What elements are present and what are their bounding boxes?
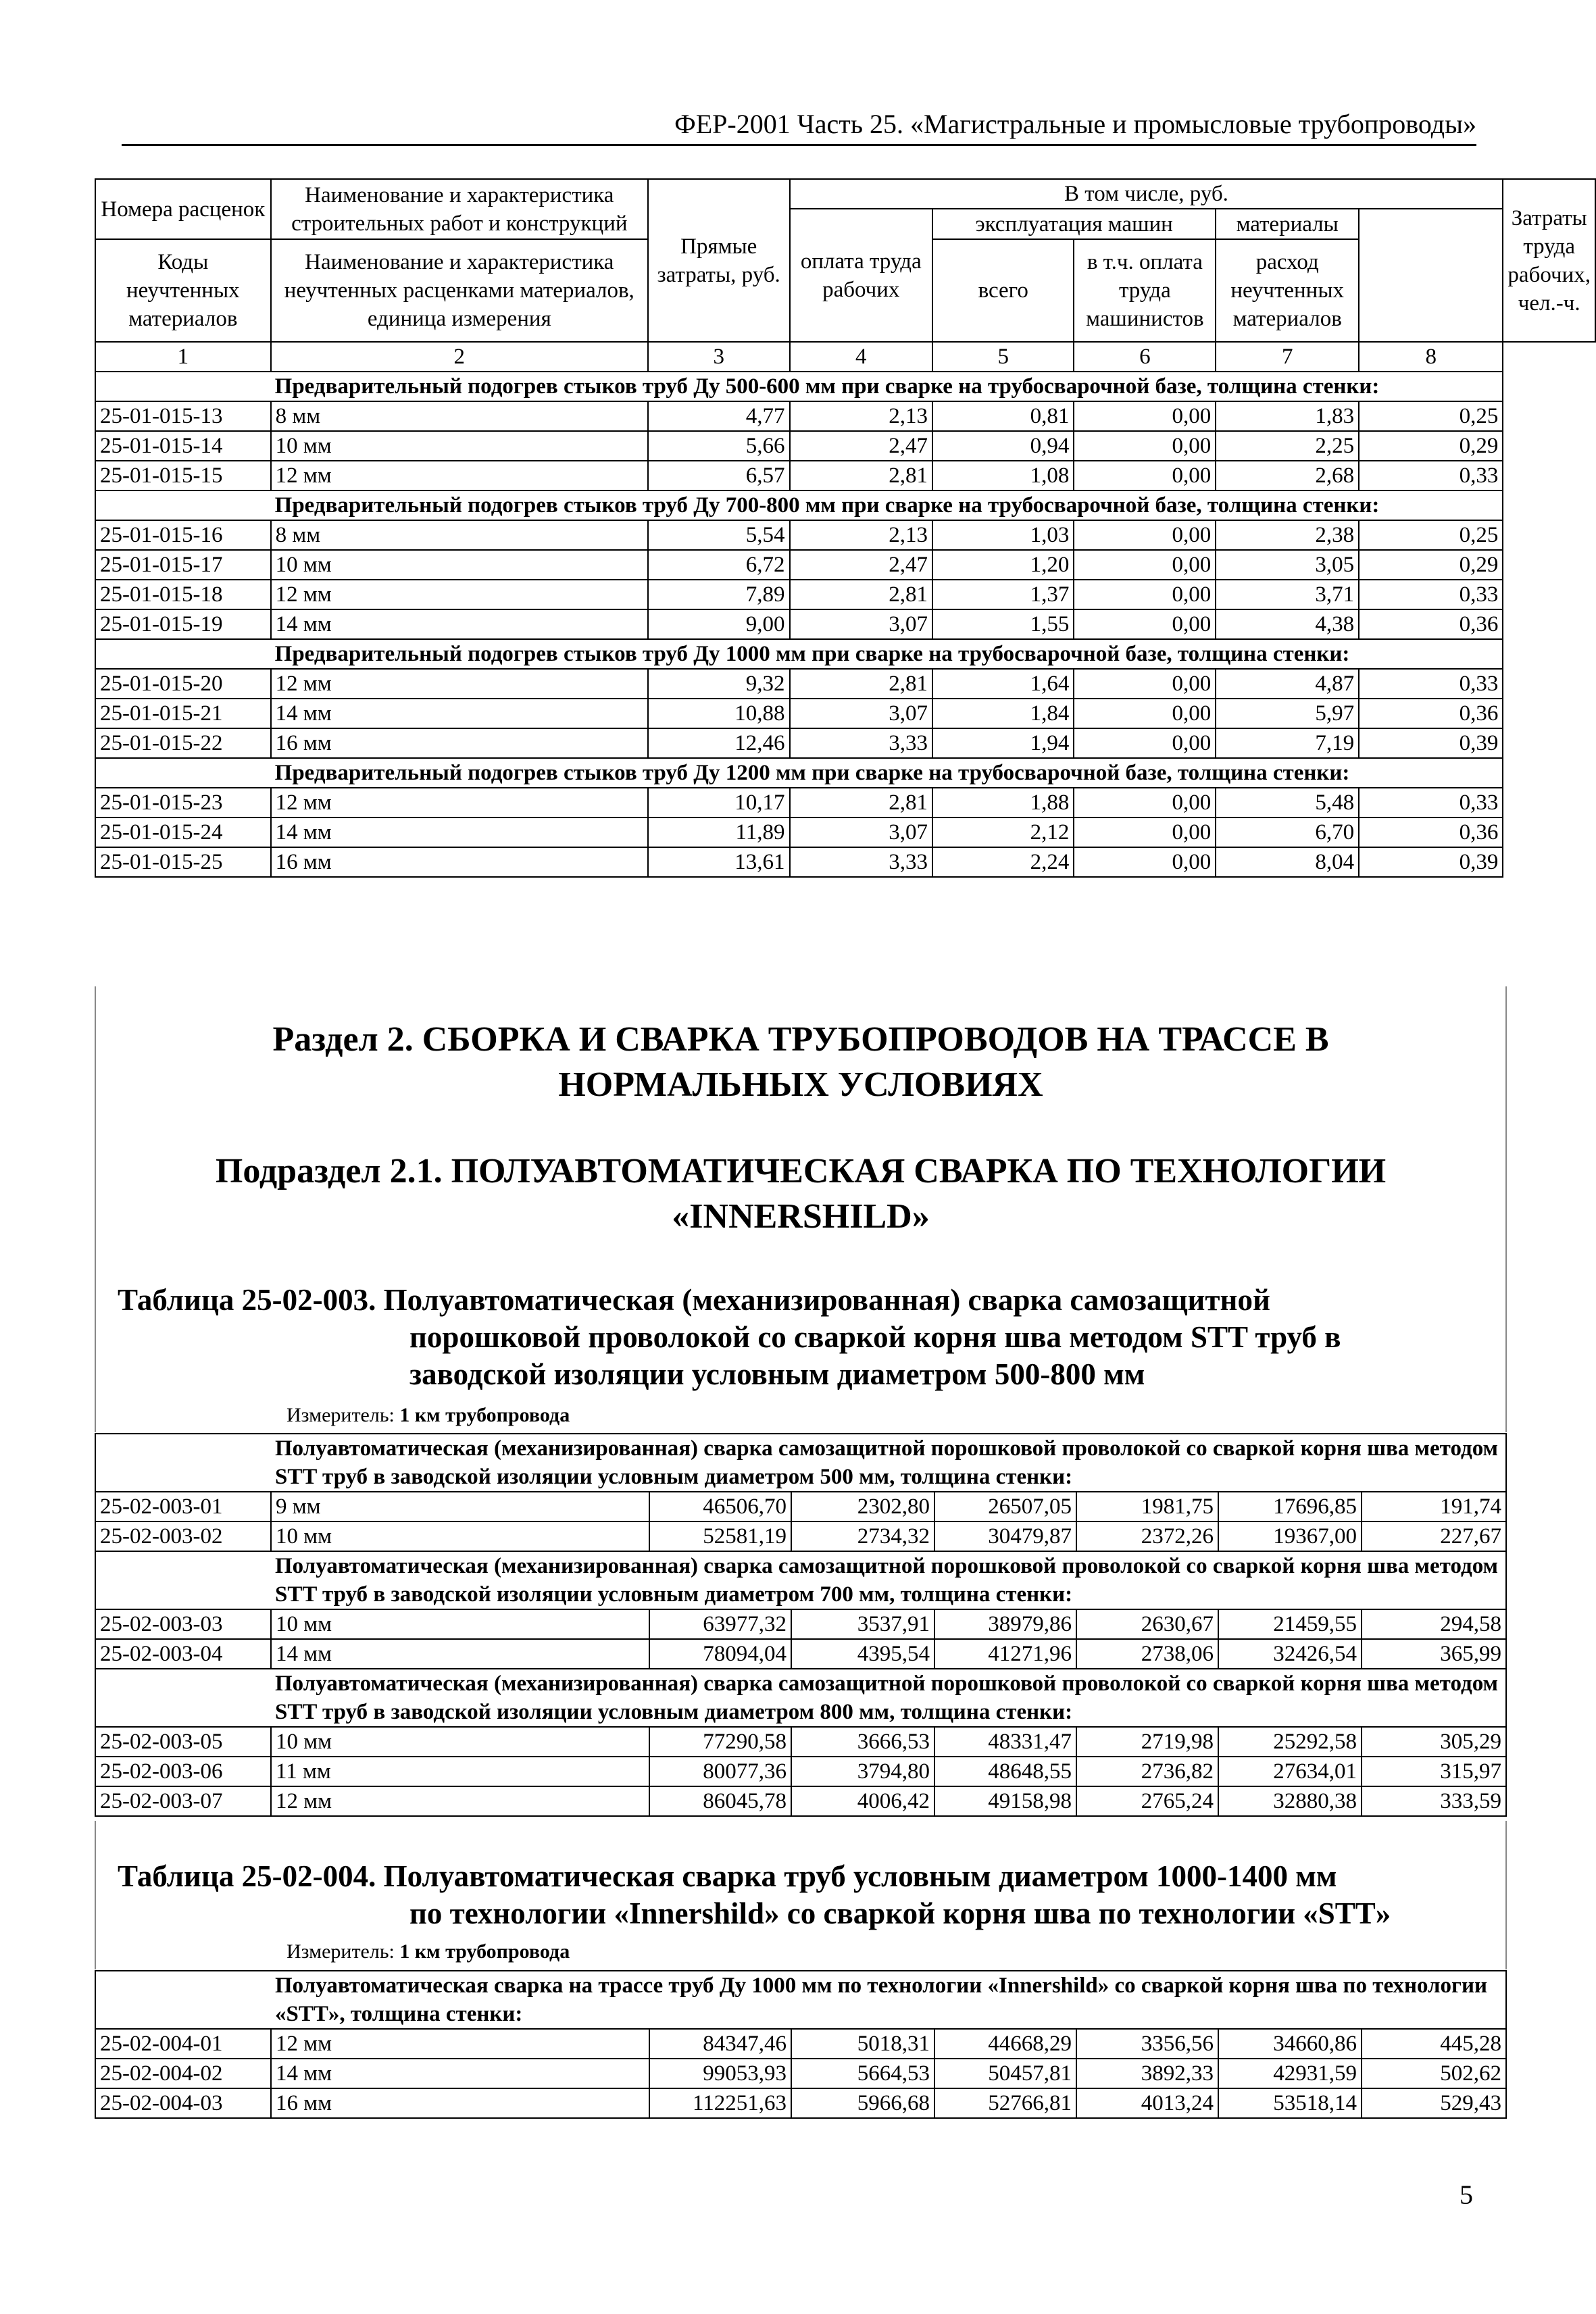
value-direct-costs: 9,00 bbox=[648, 609, 790, 639]
page-number: 5 bbox=[1460, 2180, 1473, 2210]
group-header-title: Предварительный подогрев стыков труб Ду 1000 мм при сварке на трубосварочной базе, толщина стенки: bbox=[271, 639, 1503, 669]
value-machines-total: 1,37 bbox=[932, 580, 1074, 609]
value-materials: 34660,86 bbox=[1218, 2029, 1362, 2059]
table-row bbox=[95, 2029, 1506, 2059]
group-header-title: Полуавтоматическая (механизированная) сварка самозащитной порошковой проволокой со сваркой корня шва методом STT труб в заводской изоляции условным диаметром 800 мм, толщина стенки: bbox=[271, 1669, 1506, 1727]
value-worker-pay: 3,07 bbox=[790, 609, 933, 639]
table-row bbox=[95, 520, 1595, 550]
value-labor-hours: 0,39 bbox=[1359, 728, 1503, 758]
value-operator-pay: 3356,56 bbox=[1076, 2029, 1218, 2059]
page-frame-left bbox=[95, 986, 96, 1432]
value-operator-pay: 0,00 bbox=[1074, 728, 1216, 758]
value-materials: 4,38 bbox=[1216, 609, 1359, 639]
header-rule bbox=[122, 144, 1476, 146]
header-material-consumption: расход неучтенных материалов bbox=[1216, 239, 1359, 342]
value-machines-total: 1,03 bbox=[932, 520, 1074, 550]
value-materials: 2,68 bbox=[1216, 461, 1359, 491]
value-materials: 6,70 bbox=[1216, 818, 1359, 847]
value-materials: 42931,59 bbox=[1218, 2059, 1362, 2088]
value-materials: 5,48 bbox=[1216, 788, 1359, 818]
group-header-title: Полуавтоматическая (механизированная) сварка самозащитной порошковой проволокой со сваркой корня шва методом STT труб в заводской изоляции условным диаметром 700 мм, толщина стенки: bbox=[271, 1551, 1506, 1609]
table-row bbox=[95, 1521, 1506, 1551]
value-direct-costs: 10,17 bbox=[648, 788, 790, 818]
value-worker-pay: 3,33 bbox=[790, 847, 933, 877]
group-header-spacer bbox=[95, 1971, 271, 2029]
value-worker-pay: 3,07 bbox=[790, 818, 933, 847]
column-number: 1 bbox=[95, 342, 271, 372]
table-row bbox=[95, 699, 1595, 728]
section-heading bbox=[95, 1017, 1507, 1107]
value-worker-pay: 2,47 bbox=[790, 431, 933, 461]
wall-thickness: 14 мм bbox=[271, 2059, 649, 2088]
value-labor-hours: 191,74 bbox=[1362, 1492, 1506, 1521]
wall-thickness: 12 мм bbox=[271, 2029, 649, 2059]
value-direct-costs: 6,57 bbox=[648, 461, 790, 491]
value-operator-pay: 2372,26 bbox=[1076, 1521, 1218, 1551]
value-direct-costs: 5,54 bbox=[648, 520, 790, 550]
header-rate-numbers: Номера расценок bbox=[95, 179, 271, 239]
table-row bbox=[95, 550, 1595, 580]
value-labor-hours: 0,39 bbox=[1359, 847, 1503, 877]
value-worker-pay: 2734,32 bbox=[791, 1521, 934, 1551]
value-worker-pay: 5966,68 bbox=[791, 2088, 934, 2118]
value-worker-pay: 2,81 bbox=[790, 669, 933, 699]
column-number: 6 bbox=[1074, 342, 1216, 372]
header-machine-operation: эксплуатация машин bbox=[932, 209, 1216, 239]
header-including: В том числе, руб. bbox=[790, 179, 1503, 209]
value-labor-hours: 294,58 bbox=[1362, 1609, 1506, 1639]
wall-thickness: 14 мм bbox=[271, 699, 648, 728]
value-operator-pay: 0,00 bbox=[1074, 550, 1216, 580]
value-materials: 2,38 bbox=[1216, 520, 1359, 550]
group-header-row bbox=[95, 1434, 1506, 1492]
column-number: 7 bbox=[1216, 342, 1359, 372]
value-labor-hours: 0,29 bbox=[1359, 431, 1503, 461]
wall-thickness: 9 мм bbox=[271, 1492, 649, 1521]
value-operator-pay: 0,00 bbox=[1074, 847, 1216, 877]
value-operator-pay: 1981,75 bbox=[1076, 1492, 1218, 1521]
value-direct-costs: 11,89 bbox=[648, 818, 790, 847]
measure-unit bbox=[286, 1940, 570, 1963]
measure-value: 1 км трубопровода bbox=[399, 1940, 570, 1963]
value-operator-pay: 2630,67 bbox=[1076, 1609, 1218, 1639]
rate-code: 25-01-015-22 bbox=[95, 728, 271, 758]
rate-code: 25-01-015-14 bbox=[95, 431, 271, 461]
column-numbers-row bbox=[95, 342, 1595, 372]
value-operator-pay: 0,00 bbox=[1074, 818, 1216, 847]
value-operator-pay: 0,00 bbox=[1074, 431, 1216, 461]
rate-code: 25-01-015-25 bbox=[95, 847, 271, 877]
rate-code: 25-01-015-19 bbox=[95, 609, 271, 639]
column-number: 8 bbox=[1359, 342, 1503, 372]
group-header-spacer bbox=[95, 372, 271, 401]
rate-code: 25-01-015-13 bbox=[95, 401, 271, 431]
measure-label: Измеритель: bbox=[286, 1404, 395, 1426]
value-direct-costs: 99053,93 bbox=[649, 2059, 791, 2088]
rate-code: 25-01-015-16 bbox=[95, 520, 271, 550]
value-materials: 1,83 bbox=[1216, 401, 1359, 431]
wall-thickness: 14 мм bbox=[271, 818, 648, 847]
value-direct-costs: 77290,58 bbox=[649, 1727, 791, 1757]
subsection-heading bbox=[95, 1149, 1507, 1239]
value-operator-pay: 0,00 bbox=[1074, 788, 1216, 818]
value-materials: 32426,54 bbox=[1218, 1639, 1362, 1669]
group-header-title: Предварительный подогрев стыков труб Ду 700-800 мм при сварке на трубосварочной базе, толщина стенки: bbox=[271, 491, 1503, 520]
value-machines-total: 2,12 bbox=[932, 818, 1074, 847]
header-materials: материалы bbox=[1216, 209, 1359, 239]
header-operator-pay: в т.ч. оплата труда машинистов bbox=[1074, 239, 1216, 342]
subsection-heading-line1: Подраздел 2.1. ПОЛУАВТОМАТИЧЕСКАЯ СВАРКА ПО ТЕХНОЛОГИИ bbox=[215, 1152, 1387, 1190]
rate-code: 25-02-003-05 bbox=[95, 1727, 271, 1757]
value-machines-total: 41271,96 bbox=[934, 1639, 1076, 1669]
table-row bbox=[95, 461, 1595, 491]
value-machines-total: 1,64 bbox=[932, 669, 1074, 699]
wall-thickness: 12 мм bbox=[271, 669, 648, 699]
rate-code: 25-02-004-01 bbox=[95, 2029, 271, 2059]
wall-thickness: 10 мм bbox=[271, 1727, 649, 1757]
wall-thickness: 11 мм bbox=[271, 1757, 649, 1786]
value-labor-hours: 227,67 bbox=[1362, 1521, 1506, 1551]
rate-code: 25-02-003-06 bbox=[95, 1757, 271, 1786]
value-labor-hours: 0,33 bbox=[1359, 669, 1503, 699]
value-operator-pay: 3892,33 bbox=[1076, 2059, 1218, 2088]
value-direct-costs: 78094,04 bbox=[649, 1639, 791, 1669]
table-row bbox=[95, 609, 1595, 639]
value-worker-pay: 3,33 bbox=[790, 728, 933, 758]
column-number: 4 bbox=[790, 342, 933, 372]
group-header-spacer bbox=[95, 1434, 271, 1492]
value-labor-hours: 0,25 bbox=[1359, 401, 1503, 431]
value-worker-pay: 2,13 bbox=[790, 520, 933, 550]
wall-thickness: 10 мм bbox=[271, 550, 648, 580]
value-operator-pay: 0,00 bbox=[1074, 461, 1216, 491]
group-header-spacer bbox=[95, 1669, 271, 1727]
value-machines-total: 1,08 bbox=[932, 461, 1074, 491]
rate-code: 25-02-003-03 bbox=[95, 1609, 271, 1639]
value-machines-total: 0,94 bbox=[932, 431, 1074, 461]
value-direct-costs: 80077,36 bbox=[649, 1757, 791, 1786]
value-machines-total: 52766,81 bbox=[934, 2088, 1076, 2118]
rate-code: 25-02-003-07 bbox=[95, 1786, 271, 1816]
page-frame-left bbox=[95, 1821, 96, 1969]
value-direct-costs: 13,61 bbox=[648, 847, 790, 877]
rates-table-25-01-015 bbox=[95, 178, 1596, 878]
value-machines-total: 1,94 bbox=[932, 728, 1074, 758]
value-worker-pay: 2,81 bbox=[790, 580, 933, 609]
table-row bbox=[95, 1727, 1506, 1757]
value-worker-pay: 3666,53 bbox=[791, 1727, 934, 1757]
value-labor-hours: 365,99 bbox=[1362, 1639, 1506, 1669]
table-row bbox=[95, 728, 1595, 758]
group-header-row bbox=[95, 758, 1595, 788]
value-worker-pay: 4006,42 bbox=[791, 1786, 934, 1816]
section-heading-line1: Раздел 2. СБОРКА И СВАРКА ТРУБОПРОВОДОВ НА ТРАССЕ В bbox=[272, 1020, 1329, 1059]
group-header-row bbox=[95, 1551, 1506, 1609]
table-title-line1: Таблица 25-02-004. Полуавтоматическая сварка труб условным диаметром 1000-1400 мм bbox=[118, 1859, 1337, 1893]
group-header-row bbox=[95, 372, 1595, 401]
measure-unit bbox=[286, 1404, 570, 1427]
value-worker-pay: 2,81 bbox=[790, 788, 933, 818]
header-direct-costs: Прямые затраты, руб. bbox=[648, 179, 790, 342]
rates-table-25-02-003 bbox=[95, 1433, 1507, 1817]
value-operator-pay: 0,00 bbox=[1074, 520, 1216, 550]
measure-value: 1 км трубопровода bbox=[399, 1404, 570, 1426]
value-labor-hours: 0,33 bbox=[1359, 788, 1503, 818]
column-number: 3 bbox=[648, 342, 790, 372]
value-materials: 3,05 bbox=[1216, 550, 1359, 580]
value-labor-hours: 305,29 bbox=[1362, 1727, 1506, 1757]
table-row bbox=[95, 1492, 1506, 1521]
value-worker-pay: 4395,54 bbox=[791, 1639, 934, 1669]
group-header-title: Предварительный подогрев стыков труб Ду 500-600 мм при сварке на трубосварочной базе, толщина стенки: bbox=[271, 372, 1503, 401]
table-row bbox=[95, 401, 1595, 431]
value-materials: 7,19 bbox=[1216, 728, 1359, 758]
value-materials: 21459,55 bbox=[1218, 1609, 1362, 1639]
group-header-spacer bbox=[95, 491, 271, 520]
value-worker-pay: 2,47 bbox=[790, 550, 933, 580]
table-row bbox=[95, 669, 1595, 699]
column-number: 5 bbox=[932, 342, 1074, 372]
value-machines-total: 1,20 bbox=[932, 550, 1074, 580]
value-operator-pay: 2719,98 bbox=[1076, 1727, 1218, 1757]
value-materials: 4,87 bbox=[1216, 669, 1359, 699]
rate-code: 25-01-015-23 bbox=[95, 788, 271, 818]
page-frame-right bbox=[1505, 1821, 1507, 1969]
wall-thickness: 10 мм bbox=[271, 431, 648, 461]
value-machines-total: 0,81 bbox=[932, 401, 1074, 431]
value-operator-pay: 2738,06 bbox=[1076, 1639, 1218, 1669]
value-machines-total: 49158,98 bbox=[934, 1786, 1076, 1816]
value-machines-total: 38979,86 bbox=[934, 1609, 1076, 1639]
rate-code: 25-01-015-18 bbox=[95, 580, 271, 609]
header-worker-pay: оплата труда рабочих bbox=[790, 209, 933, 342]
table-row bbox=[95, 431, 1595, 461]
rate-code: 25-02-003-01 bbox=[95, 1492, 271, 1521]
value-direct-costs: 84347,46 bbox=[649, 2029, 791, 2059]
value-worker-pay: 2,81 bbox=[790, 461, 933, 491]
wall-thickness: 14 мм bbox=[271, 1639, 649, 1669]
rate-code: 25-01-015-17 bbox=[95, 550, 271, 580]
value-labor-hours: 0,25 bbox=[1359, 520, 1503, 550]
value-labor-hours: 529,43 bbox=[1362, 2088, 1506, 2118]
value-direct-costs: 7,89 bbox=[648, 580, 790, 609]
value-machines-total: 2,24 bbox=[932, 847, 1074, 877]
value-machines-total: 26507,05 bbox=[934, 1492, 1076, 1521]
wall-thickness: 16 мм bbox=[271, 728, 648, 758]
value-machines-total: 50457,81 bbox=[934, 2059, 1076, 2088]
group-header-row bbox=[95, 639, 1595, 669]
value-materials: 53518,14 bbox=[1218, 2088, 1362, 2118]
value-labor-hours: 315,97 bbox=[1362, 1757, 1506, 1786]
wall-thickness: 10 мм bbox=[271, 1609, 649, 1639]
table-title-25-02-003 bbox=[118, 1282, 1503, 1393]
page-frame-right bbox=[1505, 986, 1507, 1432]
wall-thickness: 12 мм bbox=[271, 788, 648, 818]
subsection-heading-line2: «INNERSHILD» bbox=[672, 1197, 930, 1236]
value-operator-pay: 0,00 bbox=[1074, 609, 1216, 639]
value-worker-pay: 3537,91 bbox=[791, 1609, 934, 1639]
measure-label: Измеритель: bbox=[286, 1940, 395, 1963]
table-row bbox=[95, 847, 1595, 877]
value-labor-hours: 0,36 bbox=[1359, 699, 1503, 728]
value-operator-pay: 0,00 bbox=[1074, 580, 1216, 609]
table-row bbox=[95, 1786, 1506, 1816]
value-operator-pay: 2736,82 bbox=[1076, 1757, 1218, 1786]
value-direct-costs: 6,72 bbox=[648, 550, 790, 580]
group-header-spacer bbox=[95, 639, 271, 669]
value-materials: 2,25 bbox=[1216, 431, 1359, 461]
rate-code: 25-01-015-15 bbox=[95, 461, 271, 491]
value-direct-costs: 12,46 bbox=[648, 728, 790, 758]
value-labor-hours: 445,28 bbox=[1362, 2029, 1506, 2059]
rate-code: 25-02-004-03 bbox=[95, 2088, 271, 2118]
value-operator-pay: 0,00 bbox=[1074, 699, 1216, 728]
value-worker-pay: 2302,80 bbox=[791, 1492, 934, 1521]
rate-code: 25-02-003-04 bbox=[95, 1639, 271, 1669]
value-machines-total: 30479,87 bbox=[934, 1521, 1076, 1551]
group-header-spacer bbox=[95, 758, 271, 788]
group-header-row bbox=[95, 1669, 1506, 1727]
rate-code: 25-02-003-02 bbox=[95, 1521, 271, 1551]
wall-thickness: 16 мм bbox=[271, 2088, 649, 2118]
table-title-line2: по технологии «Innershild» со сваркой корня шва по технологии «STT» bbox=[409, 1896, 1391, 1930]
table-row bbox=[95, 2088, 1506, 2118]
wall-thickness: 16 мм bbox=[271, 847, 648, 877]
group-header-title: Предварительный подогрев стыков труб Ду 1200 мм при сварке на трубосварочной базе, толщина стенки: bbox=[271, 758, 1503, 788]
value-worker-pay: 5018,31 bbox=[791, 2029, 934, 2059]
value-labor-hours: 0,29 bbox=[1359, 550, 1503, 580]
table-title-line2: порошковой проволокой со сваркой корня шва методом STT труб в bbox=[409, 1320, 1341, 1354]
table-row bbox=[95, 1757, 1506, 1786]
wall-thickness: 12 мм bbox=[271, 580, 648, 609]
value-worker-pay: 3794,80 bbox=[791, 1757, 934, 1786]
value-materials: 19367,00 bbox=[1218, 1521, 1362, 1551]
header-material-codes: Коды неучтенных материалов bbox=[95, 239, 271, 342]
group-header-spacer bbox=[95, 1551, 271, 1609]
value-materials: 17696,85 bbox=[1218, 1492, 1362, 1521]
header-material-name: Наименование и характеристика неучтенных расценками материалов, единица измерения bbox=[271, 239, 648, 342]
value-machines-total: 1,88 bbox=[932, 788, 1074, 818]
group-header-title: Полуавтоматическая сварка на трассе труб Ду 1000 мм по технологии «Innershild» со сваркой корня шва по технологии «STT», толщина стенки: bbox=[271, 1971, 1506, 2029]
header-machines-total: всего bbox=[932, 239, 1074, 342]
value-machines-total: 48331,47 bbox=[934, 1727, 1076, 1757]
value-materials: 32880,38 bbox=[1218, 1786, 1362, 1816]
value-direct-costs: 63977,32 bbox=[649, 1609, 791, 1639]
value-direct-costs: 5,66 bbox=[648, 431, 790, 461]
value-labor-hours: 0,33 bbox=[1359, 461, 1503, 491]
column-number: 2 bbox=[271, 342, 648, 372]
value-operator-pay: 4013,24 bbox=[1076, 2088, 1218, 2118]
value-worker-pay: 5664,53 bbox=[791, 2059, 934, 2088]
value-labor-hours: 0,36 bbox=[1359, 818, 1503, 847]
value-materials: 8,04 bbox=[1216, 847, 1359, 877]
value-materials: 27634,01 bbox=[1218, 1757, 1362, 1786]
group-header-row bbox=[95, 491, 1595, 520]
running-head: ФЕР-2001 Часть 25. «Магистральные и промысловые трубопроводы» bbox=[674, 109, 1476, 139]
header-labor-hours: Затраты труда рабочих, чел.-ч. bbox=[1503, 179, 1595, 342]
value-direct-costs: 4,77 bbox=[648, 401, 790, 431]
value-direct-costs: 52581,19 bbox=[649, 1521, 791, 1551]
value-labor-hours: 0,33 bbox=[1359, 580, 1503, 609]
wall-thickness: 12 мм bbox=[271, 461, 648, 491]
value-labor-hours: 502,62 bbox=[1362, 2059, 1506, 2088]
value-machines-total: 1,55 bbox=[932, 609, 1074, 639]
value-machines-total: 48648,55 bbox=[934, 1757, 1076, 1786]
value-machines-total: 1,84 bbox=[932, 699, 1074, 728]
rate-code: 25-01-015-21 bbox=[95, 699, 271, 728]
value-worker-pay: 3,07 bbox=[790, 699, 933, 728]
rate-code: 25-01-015-20 bbox=[95, 669, 271, 699]
value-materials: 25292,58 bbox=[1218, 1727, 1362, 1757]
wall-thickness: 8 мм bbox=[271, 520, 648, 550]
value-direct-costs: 9,32 bbox=[648, 669, 790, 699]
value-machines-total: 44668,29 bbox=[934, 2029, 1076, 2059]
value-materials: 3,71 bbox=[1216, 580, 1359, 609]
section-heading-line2: НОРМАЛЬНЫХ УСЛОВИЯХ bbox=[558, 1065, 1043, 1104]
wall-thickness: 10 мм bbox=[271, 1521, 649, 1551]
rate-code: 25-01-015-24 bbox=[95, 818, 271, 847]
value-labor-hours: 0,36 bbox=[1359, 609, 1503, 639]
group-header-row bbox=[95, 1971, 1506, 2029]
rates-table-25-02-004 bbox=[95, 1970, 1507, 2119]
table-row bbox=[95, 818, 1595, 847]
value-direct-costs: 10,88 bbox=[648, 699, 790, 728]
wall-thickness: 8 мм bbox=[271, 401, 648, 431]
table-row bbox=[95, 1609, 1506, 1639]
value-operator-pay: 0,00 bbox=[1074, 401, 1216, 431]
table-title-line1: Таблица 25-02-003. Полуавтоматическая (механизированная) сварка самозащитной bbox=[118, 1283, 1270, 1317]
rate-code: 25-02-004-02 bbox=[95, 2059, 271, 2088]
value-direct-costs: 112251,63 bbox=[649, 2088, 791, 2118]
table-title-line3: заводской изоляции условным диаметром 500-800 мм bbox=[409, 1357, 1145, 1391]
table-row bbox=[95, 2059, 1506, 2088]
value-materials: 5,97 bbox=[1216, 699, 1359, 728]
value-direct-costs: 86045,78 bbox=[649, 1786, 791, 1816]
value-labor-hours: 333,59 bbox=[1362, 1786, 1506, 1816]
value-worker-pay: 2,13 bbox=[790, 401, 933, 431]
value-operator-pay: 2765,24 bbox=[1076, 1786, 1218, 1816]
group-header-title: Полуавтоматическая (механизированная) сварка самозащитной порошковой проволокой со сваркой корня шва методом STT труб в заводской изоляции условным диаметром 500 мм, толщина стенки: bbox=[271, 1434, 1506, 1492]
wall-thickness: 12 мм bbox=[271, 1786, 649, 1816]
table-title-25-02-004 bbox=[118, 1858, 1503, 1932]
table-row bbox=[95, 580, 1595, 609]
value-operator-pay: 0,00 bbox=[1074, 669, 1216, 699]
table-row bbox=[95, 1639, 1506, 1669]
header-work-name: Наименование и характеристика строительных работ и конструкций bbox=[271, 179, 648, 239]
value-direct-costs: 46506,70 bbox=[649, 1492, 791, 1521]
table-row bbox=[95, 788, 1595, 818]
wall-thickness: 14 мм bbox=[271, 609, 648, 639]
